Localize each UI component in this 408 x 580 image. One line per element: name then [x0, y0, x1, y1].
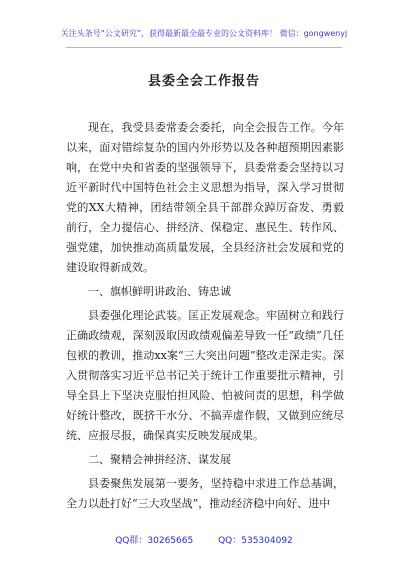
header-banner: 关注头条号“公文研究”，获得最新最全最专业的公文资料库！ 微信：gongwenyj	[60, 29, 348, 38]
footer-qq-group: QQ群：30265665	[115, 536, 194, 546]
section-heading-1: 一、旗帜鲜明讲政治、铸忠诚	[88, 285, 231, 298]
document-title: 县委全会工作报告	[147, 74, 260, 89]
paragraph-intro: 现在，我受县委常委会委托，向全会报告工作。今年以来，面对错综复杂的国内外形势以及各种超预期因素影响，在党中央和省委的坚强领导下，县委常委会坚持以习近平新时代中国特色社会主义思想为指导，深入学习贯彻党的XX大精神，团结带领全县干部群众踔厉奋发、勇毅前行，全力提信心、拼经济、保稳定、惠民生、转作风、强党建，加快推动高质量发展，全县经济社会发展和党的建设取得新成效。	[66, 121, 344, 274]
section-heading-2: 二、聚精会神拼经济、谋发展	[88, 453, 231, 466]
paragraph-section-2: 县委聚焦发展第一要务，坚持稳中求进工作总基调，全力以赴打好“三大攻坚战”，推动经济稳中向好、进中	[66, 477, 344, 510]
footer-qq: QQ：535304092	[218, 536, 293, 546]
paragraph-section-1: 县委强化理论武装。匡正发展观念。牢固树立和践行正确政绩观，深刻汲取因政绩观偏差导致一任“政绩”几任包袱的教训，推动xx案“三大突出问题”整改走深走实。深入贯彻落实习近平总书记关于统计工作重要批示精神，引导全县上下坚决克服怕担风险、怕被问责的思想，科学做好统计整改，既挤干水分、不搞弄虚作假，又做到应统尽统、应报尽报，确保真实反映发展成果。	[66, 309, 344, 442]
document-body	[66, 118, 344, 514]
footer-contact	[0, 533, 408, 546]
header-divider	[66, 47, 342, 48]
